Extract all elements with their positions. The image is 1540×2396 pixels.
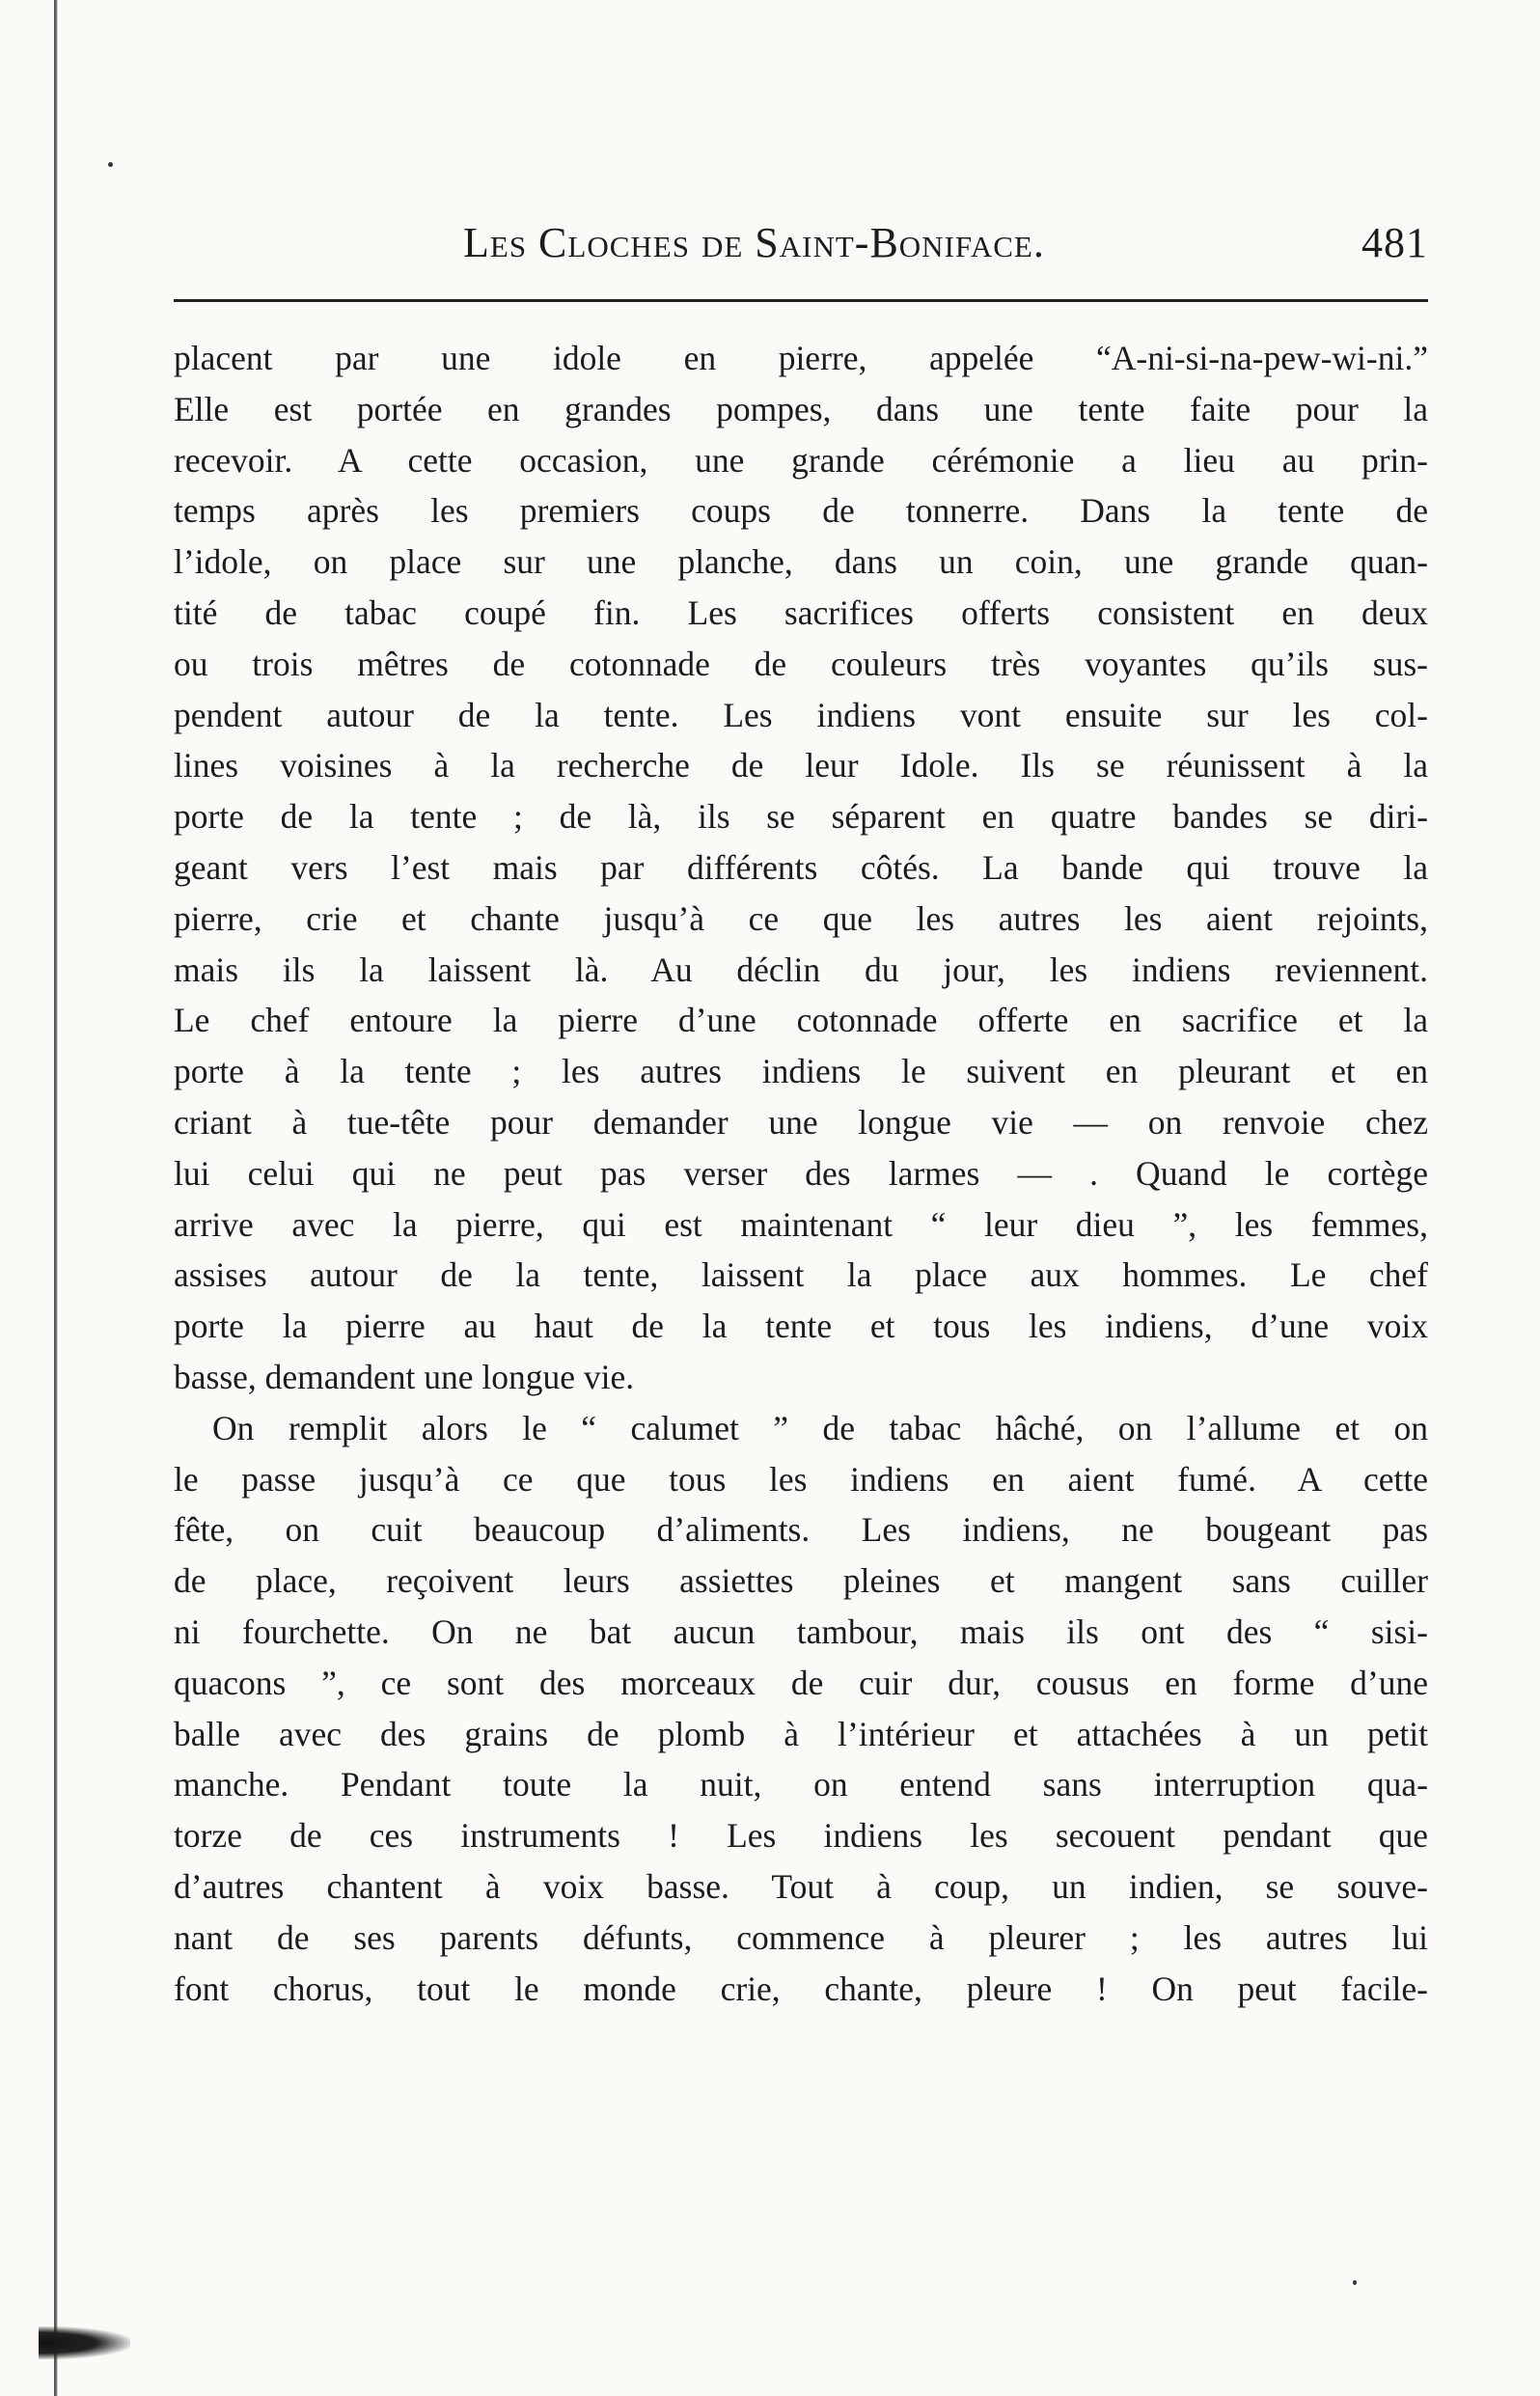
text-line: d’autres chantent à voix basse. Tout à coup, un indien, se souve-	[174, 1866, 1428, 1906]
text-line: mais ils la laissent là. Au déclin du jour, les indiens reviennent.	[174, 950, 1428, 989]
text-line: porte de la tente ; de là, ils se séparent en quatre bandes se diri-	[174, 797, 1428, 837]
text-line: nant de ses parents défunts, commence à pleurer ; les autres lui	[174, 1917, 1428, 1957]
text-line: geant vers l’est mais par différents côtés. La bande qui trouve la	[174, 847, 1428, 887]
text-line: recevoir. A cette occasion, une grande cérémonie a lieu au prin-	[174, 440, 1428, 480]
text-line: le passe jusqu’à ce que tous les indiens en aient fumé. A cette	[174, 1459, 1428, 1499]
book-spine-edge	[54, 0, 58, 2396]
text-line: porte la pierre au haut de la tente et tous les indiens, d’une voix	[174, 1307, 1428, 1346]
text-line: lui celui qui ne peut pas verser des larmes — . Quand le cortège	[174, 1153, 1428, 1193]
text-line: tité de tabac coupé fin. Les sacrifices offerts consistent en deux	[174, 592, 1428, 632]
book-page	[174, 0, 1428, 2396]
text-line: criant à tue-tête pour demander une longue vie — on renvoie chez	[174, 1102, 1428, 1142]
text-line: assises autour de la tente, laissent la place aux hommes. Le chef	[174, 1255, 1428, 1295]
paragraph-start-line: On remplit alors le “ calumet ” de tabac hâché, on l’allume et on	[212, 1408, 1428, 1447]
text-line: temps après les premiers coups de tonnerre. Dans la tente de	[174, 491, 1428, 531]
running-title: Les Cloches de Saint-Boniface.	[463, 219, 1045, 266]
text-line: pierre, crie et chante jusqu’à ce que les autres les aient rejoints,	[174, 898, 1428, 938]
text-line: porte à la tente ; les autres indiens le suivent en pleurant et en	[174, 1052, 1428, 1091]
text-line: l’idole, on place sur une planche, dans un coin, une grande quan-	[174, 542, 1428, 582]
text-line: lines voisines à la recherche de leur Idole. Ils se réunissent à la	[174, 746, 1428, 785]
text-line: de place, reçoivent leurs assiettes pleines et mangent sans cuiller	[174, 1561, 1428, 1601]
text-line: quacons ”, ce sont des morceaux de cuir dur, cousus en forme d’une	[174, 1663, 1428, 1702]
text-line: arrive avec la pierre, qui est maintenant “ leur dieu ”, les femmes,	[174, 1204, 1428, 1244]
spine-bottom-shadow	[39, 2327, 130, 2359]
text-line: ni fourchette. On ne bat aucun tambour, mais ils ont des “ sisi-	[174, 1611, 1428, 1651]
running-header	[174, 218, 1428, 276]
scan-speck	[108, 162, 113, 167]
text-line: manche. Pendant toute la nuit, on entend sans interruption qua-	[174, 1765, 1428, 1804]
page-number: 481	[1361, 219, 1428, 266]
text-line: Le chef entoure la pierre d’une cotonnade offerte en sacrifice et la	[174, 1001, 1428, 1040]
text-line: placent par une idole en pierre, appelée “A-ni-si-na-pew-wi-ni.”	[174, 339, 1428, 377]
body-text	[174, 333, 1428, 2014]
text-line: pendent autour de la tente. Les indiens vont ensuite sur les col-	[174, 695, 1428, 734]
text-line: ou trois mêtres de cotonnade de couleurs très voyantes qu’ils sus-	[174, 644, 1428, 683]
header-rule	[174, 299, 1428, 302]
text-line: Elle est portée en grandes pompes, dans une tente faite pour la	[174, 389, 1428, 428]
text-line: torze de ces instruments ! Les indiens les secouent pendant que	[174, 1816, 1428, 1856]
text-line: font chorus, tout le monde crie, chante, pleure ! On peut facile-	[174, 1969, 1428, 2008]
paragraph-end-line: basse, demandent une longue vie.	[174, 1357, 635, 1396]
text-line: fête, on cuit beaucoup d’aliments. Les indiens, ne bougeant pas	[174, 1510, 1428, 1550]
text-line: balle avec des grains de plomb à l’intérieur et attachées à un petit	[174, 1714, 1428, 1753]
